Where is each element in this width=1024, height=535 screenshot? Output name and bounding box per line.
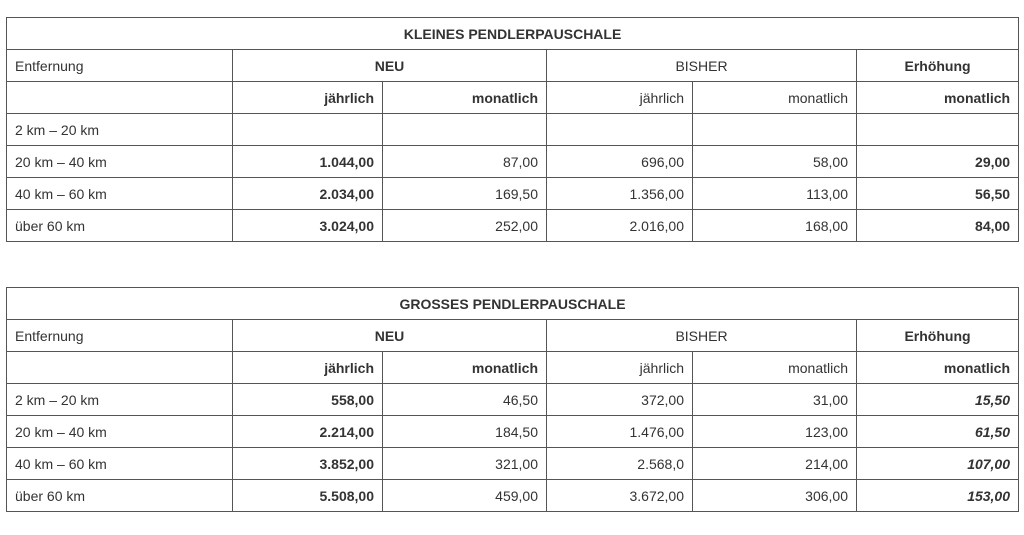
cell-bisher-monatlich: 168,00 (693, 210, 857, 242)
header-erhoehung: Erhöhung (857, 50, 1019, 82)
table-row (7, 178, 1019, 210)
cell-bisher-monatlich (693, 114, 857, 146)
header-erhoehung: Erhöhung (857, 320, 1019, 352)
cell-range: 2 km – 20 km (7, 384, 233, 416)
cell-neu-monatlich: 459,00 (383, 480, 547, 512)
cell-neu-jaehrlich (233, 114, 383, 146)
table-row (7, 416, 1019, 448)
subheader-bisher-jaehrlich: jährlich (547, 352, 693, 384)
header-entfernung: Entfernung (7, 320, 233, 352)
cell-neu-jaehrlich: 3.024,00 (233, 210, 383, 242)
cell-bisher-jaehrlich: 2.568,0 (547, 448, 693, 480)
cell-bisher-monatlich: 306,00 (693, 480, 857, 512)
table-subheader-row (7, 352, 1019, 384)
header-neu: NEU (233, 320, 547, 352)
subheader-empty (7, 352, 233, 384)
subheader-neu-monatlich: monatlich (383, 352, 547, 384)
subheader-bisher-jaehrlich: jährlich (547, 82, 693, 114)
subheader-neu-jaehrlich: jährlich (233, 352, 383, 384)
cell-bisher-monatlich: 31,00 (693, 384, 857, 416)
subheader-neu-jaehrlich: jährlich (233, 82, 383, 114)
subheader-erhoehung-monatlich: monatlich (857, 82, 1019, 114)
cell-bisher-monatlich: 123,00 (693, 416, 857, 448)
header-bisher: BISHER (547, 50, 857, 82)
cell-neu-monatlich (383, 114, 547, 146)
subheader-neu-monatlich: monatlich (383, 82, 547, 114)
table-title: GROSSES PENDLERPAUSCHALE (7, 288, 1019, 320)
cell-bisher-monatlich: 214,00 (693, 448, 857, 480)
cell-erhoehung: 29,00 (857, 146, 1019, 178)
cell-erhoehung: 15,50 (857, 384, 1019, 416)
table-title-row (7, 288, 1019, 320)
header-bisher: BISHER (547, 320, 857, 352)
cell-range: 20 km – 40 km (7, 146, 233, 178)
cell-neu-jaehrlich: 1.044,00 (233, 146, 383, 178)
cell-range: über 60 km (7, 480, 233, 512)
header-entfernung: Entfernung (7, 50, 233, 82)
cell-erhoehung: 61,50 (857, 416, 1019, 448)
cell-neu-jaehrlich: 2.214,00 (233, 416, 383, 448)
table-header-row (7, 50, 1019, 82)
cell-range: 40 km – 60 km (7, 178, 233, 210)
cell-range: 40 km – 60 km (7, 448, 233, 480)
table-title: KLEINES PENDLERPAUSCHALE (7, 18, 1019, 50)
cell-range: 20 km – 40 km (7, 416, 233, 448)
cell-bisher-jaehrlich: 2.016,00 (547, 210, 693, 242)
kleines-pendlerpauschale-table (6, 17, 1019, 242)
cell-neu-jaehrlich: 5.508,00 (233, 480, 383, 512)
grosses-pendlerpauschale-table (6, 287, 1019, 512)
cell-range: über 60 km (7, 210, 233, 242)
cell-bisher-monatlich: 113,00 (693, 178, 857, 210)
cell-bisher-jaehrlich (547, 114, 693, 146)
cell-bisher-jaehrlich: 372,00 (547, 384, 693, 416)
table-row (7, 210, 1019, 242)
cell-neu-monatlich: 321,00 (383, 448, 547, 480)
cell-neu-monatlich: 184,50 (383, 416, 547, 448)
table-row (7, 480, 1019, 512)
cell-neu-jaehrlich: 2.034,00 (233, 178, 383, 210)
table-row (7, 114, 1019, 146)
cell-range: 2 km – 20 km (7, 114, 233, 146)
table-subheader-row (7, 82, 1019, 114)
cell-neu-jaehrlich: 558,00 (233, 384, 383, 416)
cell-bisher-jaehrlich: 1.476,00 (547, 416, 693, 448)
cell-neu-monatlich: 169,50 (383, 178, 547, 210)
cell-neu-monatlich: 87,00 (383, 146, 547, 178)
cell-erhoehung: 56,50 (857, 178, 1019, 210)
subheader-empty (7, 82, 233, 114)
table-row (7, 448, 1019, 480)
table-title-row (7, 18, 1019, 50)
table-row (7, 146, 1019, 178)
cell-erhoehung: 107,00 (857, 448, 1019, 480)
cell-bisher-monatlich: 58,00 (693, 146, 857, 178)
table-header-row (7, 320, 1019, 352)
subheader-erhoehung-monatlich: monatlich (857, 352, 1019, 384)
table-row (7, 384, 1019, 416)
cell-bisher-jaehrlich: 3.672,00 (547, 480, 693, 512)
subheader-bisher-monatlich: monatlich (693, 352, 857, 384)
cell-neu-monatlich: 252,00 (383, 210, 547, 242)
cell-neu-jaehrlich: 3.852,00 (233, 448, 383, 480)
cell-bisher-jaehrlich: 1.356,00 (547, 178, 693, 210)
subheader-bisher-monatlich: monatlich (693, 82, 857, 114)
cell-neu-monatlich: 46,50 (383, 384, 547, 416)
header-neu: NEU (233, 50, 547, 82)
cell-erhoehung: 84,00 (857, 210, 1019, 242)
cell-bisher-jaehrlich: 696,00 (547, 146, 693, 178)
cell-erhoehung (857, 114, 1019, 146)
cell-erhoehung: 153,00 (857, 480, 1019, 512)
